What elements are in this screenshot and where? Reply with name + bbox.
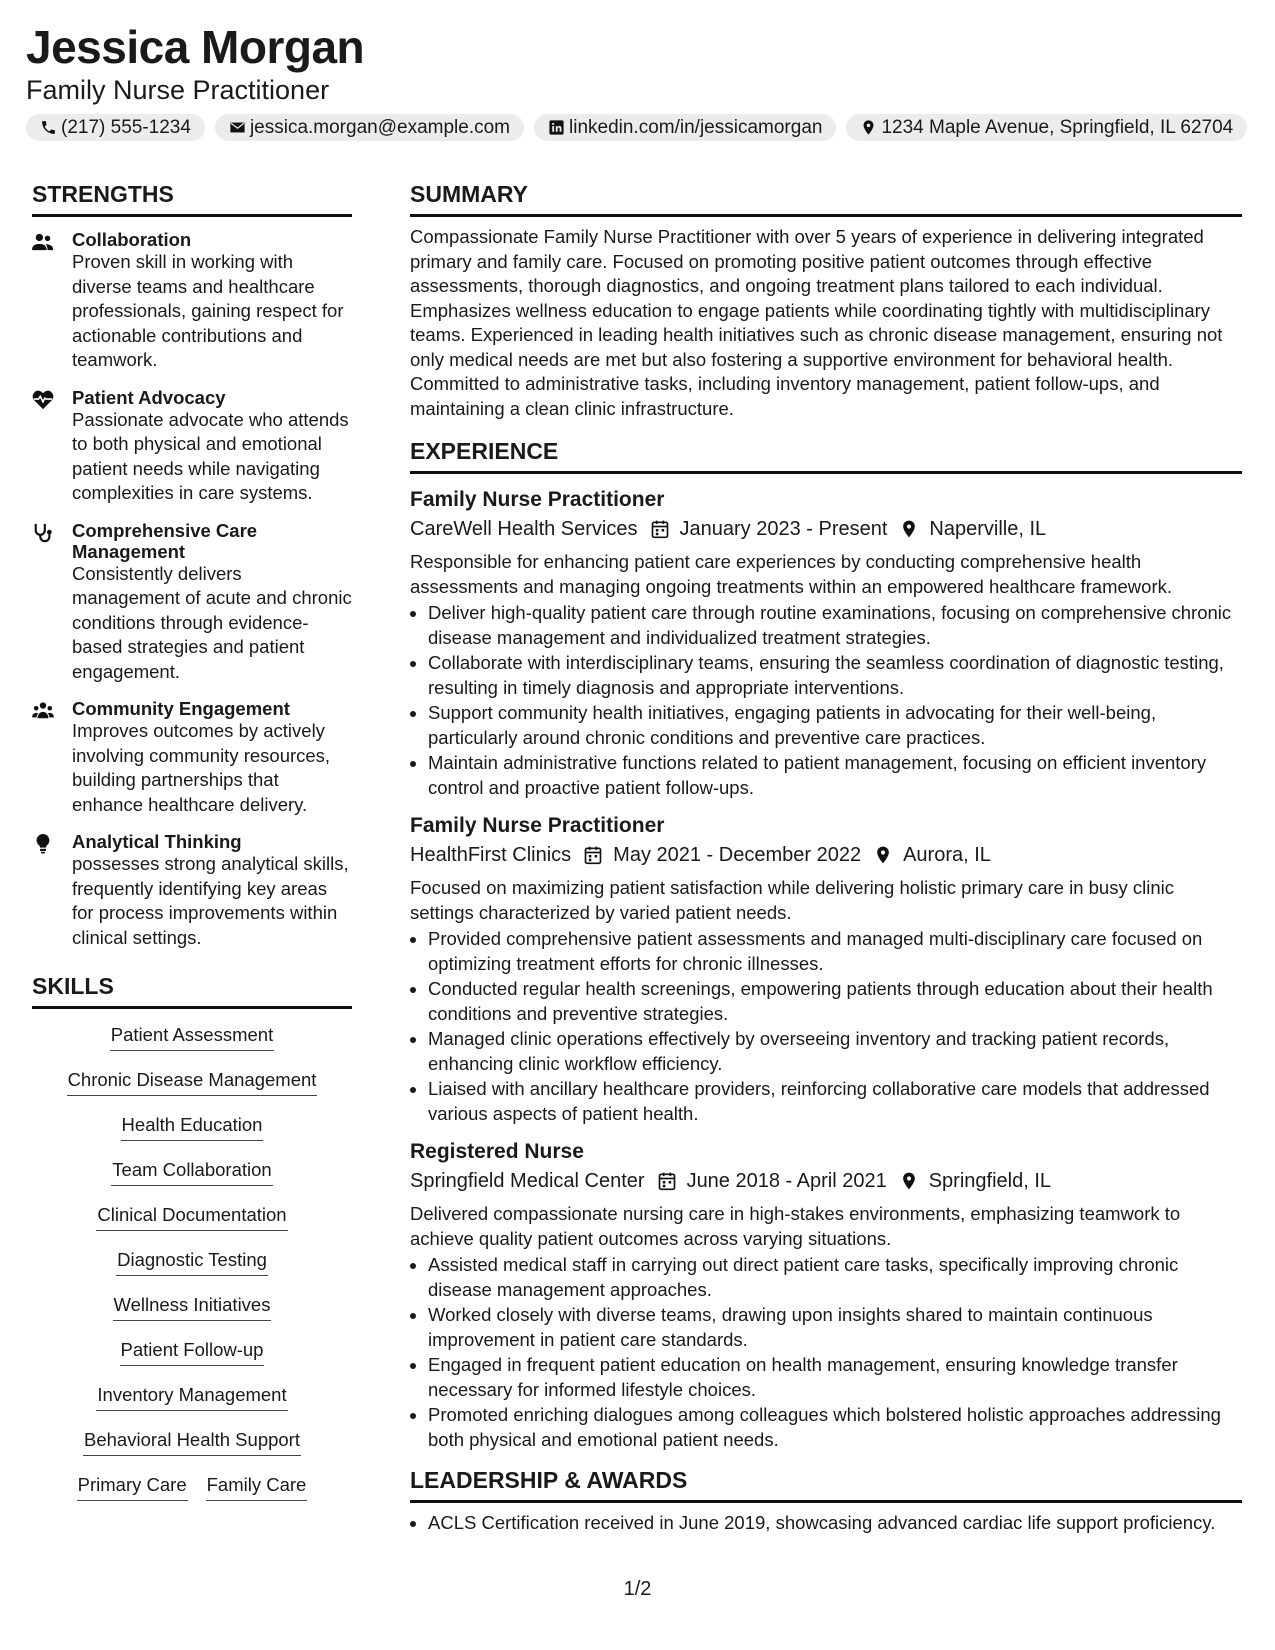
contact-address xyxy=(846,114,1247,141)
location-icon xyxy=(873,845,893,865)
job-location: Springfield, IL xyxy=(928,1170,1052,1192)
job-entry xyxy=(410,812,1242,1126)
job-bullet: • Deliver high-quality patient care through routine examinations, focusing on comprehensive chronic disease management and individualized treatment strategies. xyxy=(428,601,1242,650)
people-group-icon xyxy=(32,701,54,721)
contact-linkedin[interactable] xyxy=(534,114,836,141)
job-company: HealthFirst Clinics xyxy=(410,844,572,866)
strength-desc: Proven skill in working with diverse teams and healthcare professionals, gaining respect for actionable contributions and teamwork. xyxy=(72,251,344,370)
skill-tag: Patient Assessment xyxy=(110,1023,274,1051)
right-column xyxy=(410,180,1242,1537)
job-bullet: • Provided comprehensive patient assessments and managed multi-disciplinary care focused on optimizing treatment efforts for chronic illnesses. xyxy=(428,927,1242,976)
job-bullet: • Worked closely with diverse teams, drawing upon insights shared to maintain continuous improvement in patient care standards. xyxy=(428,1303,1242,1352)
strength-item xyxy=(32,520,352,685)
job-bullets xyxy=(410,927,1242,1126)
skill-tag: Chronic Disease Management xyxy=(67,1068,318,1096)
linkedin-icon xyxy=(548,119,565,136)
job-description: Delivered compassionate nursing care in high-stakes environments, emphasizing teamwork to achieve quality patient outcomes across varying situations. xyxy=(410,1203,1181,1249)
job-bullets xyxy=(410,601,1242,800)
job-bullet: • Collaborate with interdisciplinary teams, ensuring the seamless coordination of diagnostic testing, resulting in timely diagnosis and appropriate interventions. xyxy=(428,651,1242,700)
candidate-name: Jessica Morgan xyxy=(26,21,365,73)
job-entry xyxy=(410,1138,1242,1452)
calendar-icon xyxy=(657,1171,677,1191)
skill-tag: Primary Care xyxy=(77,1473,188,1501)
strength-item xyxy=(32,229,352,373)
job-description: Responsible for enhancing patient care experiences by conducting comprehensive health assessments and managing ongoing treatments within an empowered healthcare framework. xyxy=(410,551,1172,597)
job-bullet: • Maintain administrative functions related to patient management, focusing on efficient inventory control and proactive patient follow-ups. xyxy=(428,751,1242,800)
job-company: CareWell Health Services xyxy=(410,518,638,540)
skill-tag: Inventory Management xyxy=(96,1383,287,1411)
job-title: Family Nurse Practitioner xyxy=(410,814,665,837)
summary-text: Compassionate Family Nurse Practitioner with over 5 years of experience in delivering integrated primary and family care. Focused on promoting positive patient outcomes through effective assessments, thorough diagnostics, and ongoing treatment plans tailored to each individual. Emphasizes wellness education to engage patients while coordinating tightly with multidisciplinary teams. Experienced in leading health initiatives such as chronic disease management, ensuring not only medical needs are met but also fostering a supportive environment for behavioral health. Committed to administrative tasks, including inventory management, patient follow-ups, and maintaining a clean clinic infrastructure. xyxy=(410,226,1223,419)
skills-list xyxy=(32,1023,352,1518)
users-icon xyxy=(32,232,54,252)
job-description: Focused on maximizing patient satisfaction while delivering holistic primary care in busy clinic settings characterized by varied patient needs. xyxy=(410,877,1174,923)
skill-tag: Family Care xyxy=(206,1473,308,1501)
strength-name: Community Engagement xyxy=(72,698,290,719)
job-bullet: • Managed clinic operations effectively by overseeing inventory and tracking patient records, enhancing clinic workflow efficiency. xyxy=(428,1027,1242,1076)
skill-tag: Patient Follow-up xyxy=(120,1338,265,1366)
job-bullet: • Assisted medical staff in carrying out direct patient care tasks, specifically improving chronic disease management approaches. xyxy=(428,1253,1242,1302)
job-bullet: • Conducted regular health screenings, empowering patients through education about their health conditions and preventive strategies. xyxy=(428,977,1242,1026)
leadership-item: • ACLS Certification received in June 2019, showcasing advanced cardiac life support proficiency. xyxy=(428,1511,1242,1536)
lightbulb-icon xyxy=(32,834,54,854)
job-bullet: • Engaged in frequent patient education on health management, ensuring knowledge transfer necessary for informed lifestyle choices. xyxy=(428,1353,1242,1402)
strength-item xyxy=(32,698,352,817)
skill-tag: Diagnostic Testing xyxy=(116,1248,268,1276)
candidate-title: Family Nurse Practitioner xyxy=(26,75,330,105)
experience-heading: EXPERIENCE xyxy=(410,437,1242,474)
strength-name: Patient Advocacy xyxy=(72,386,226,408)
job-meta xyxy=(410,840,1242,870)
strength-desc: Consistently delivers management of acute and chronic conditions through evidence-based strategies and patient engagement. xyxy=(72,562,352,682)
job-dates: June 2018 - April 2021 xyxy=(686,1170,887,1192)
contact-phone[interactable] xyxy=(26,114,205,141)
job-bullet: • Liaised with ancillary healthcare providers, reinforcing collaborative care models that addressed various aspects of patient health. xyxy=(428,1077,1242,1126)
strength-name: Analytical Thinking xyxy=(72,831,242,852)
job-title: Family Nurse Practitioner xyxy=(410,488,665,511)
envelope-icon xyxy=(229,119,246,136)
page-number: 1/2 xyxy=(623,1578,652,1600)
left-column xyxy=(32,180,352,1518)
strength-desc: Improves outcomes by actively involving community resources, building partnerships that enhance healthcare delivery. xyxy=(72,720,331,815)
contact-email[interactable] xyxy=(215,114,524,141)
leadership-heading: LEADERSHIP & AWARDS xyxy=(410,1466,1242,1503)
skill-tag: Wellness Initiatives xyxy=(113,1293,272,1321)
calendar-icon xyxy=(650,519,670,539)
strength-item xyxy=(32,387,352,506)
strength-item xyxy=(32,831,352,950)
phone-icon xyxy=(40,119,57,136)
strength-name: Comprehensive Care Management xyxy=(72,519,258,562)
heartbeat-icon xyxy=(32,390,54,410)
contact-email-text: jessica.morgan@example.com xyxy=(249,116,510,138)
resume-header xyxy=(26,20,364,106)
job-location: Aurora, IL xyxy=(903,844,991,866)
location-icon xyxy=(899,1171,919,1191)
skill-tag: Clinical Documentation xyxy=(96,1203,287,1231)
job-entry xyxy=(410,486,1242,800)
location-icon xyxy=(860,119,877,136)
strength-name: Collaboration xyxy=(72,229,192,250)
stethoscope-icon xyxy=(32,523,54,543)
skill-tag: Behavioral Health Support xyxy=(83,1428,301,1456)
summary-heading: SUMMARY xyxy=(410,180,1242,217)
contact-linkedin-text: linkedin.com/in/jessicamorgan xyxy=(569,116,823,138)
calendar-icon xyxy=(583,845,603,865)
skill-tag: Health Education xyxy=(121,1113,264,1141)
job-bullet: • Support community health initiatives, engaging patients in advocating for their well-being, particularly around chronic conditions and preventive care practices. xyxy=(428,701,1242,750)
job-meta xyxy=(410,1166,1242,1196)
job-title: Registered Nurse xyxy=(410,1140,584,1163)
contact-phone-text: (217) 555-1234 xyxy=(61,116,191,138)
job-location: Naperville, IL xyxy=(929,518,1047,540)
contact-address-text: 1234 Maple Avenue, Springfield, IL 62704 xyxy=(881,116,1234,138)
skills-heading: SKILLS xyxy=(32,972,352,1009)
job-company: Springfield Medical Center xyxy=(410,1170,645,1192)
job-bullets xyxy=(410,1253,1242,1452)
leadership-list xyxy=(410,1511,1242,1536)
strength-desc: Passionate advocate who attends to both physical and emotional patient needs while navigating complexities in care systems. xyxy=(72,408,349,503)
contact-bar xyxy=(26,114,1247,141)
skill-tag: Team Collaboration xyxy=(111,1158,272,1186)
strengths-heading: STRENGTHS xyxy=(32,180,352,217)
job-meta xyxy=(410,514,1242,544)
strength-desc: possesses strong analytical skills, frequently identifying key areas for process improvements within clinical settings. xyxy=(72,853,349,948)
job-dates: May 2021 - December 2022 xyxy=(613,844,862,866)
location-icon xyxy=(899,519,919,539)
job-dates: January 2023 - Present xyxy=(679,518,888,540)
job-bullet: • Promoted enriching dialogues among colleagues which bolstered holistic approaches addressing both physical and emotional patient needs. xyxy=(428,1403,1242,1452)
